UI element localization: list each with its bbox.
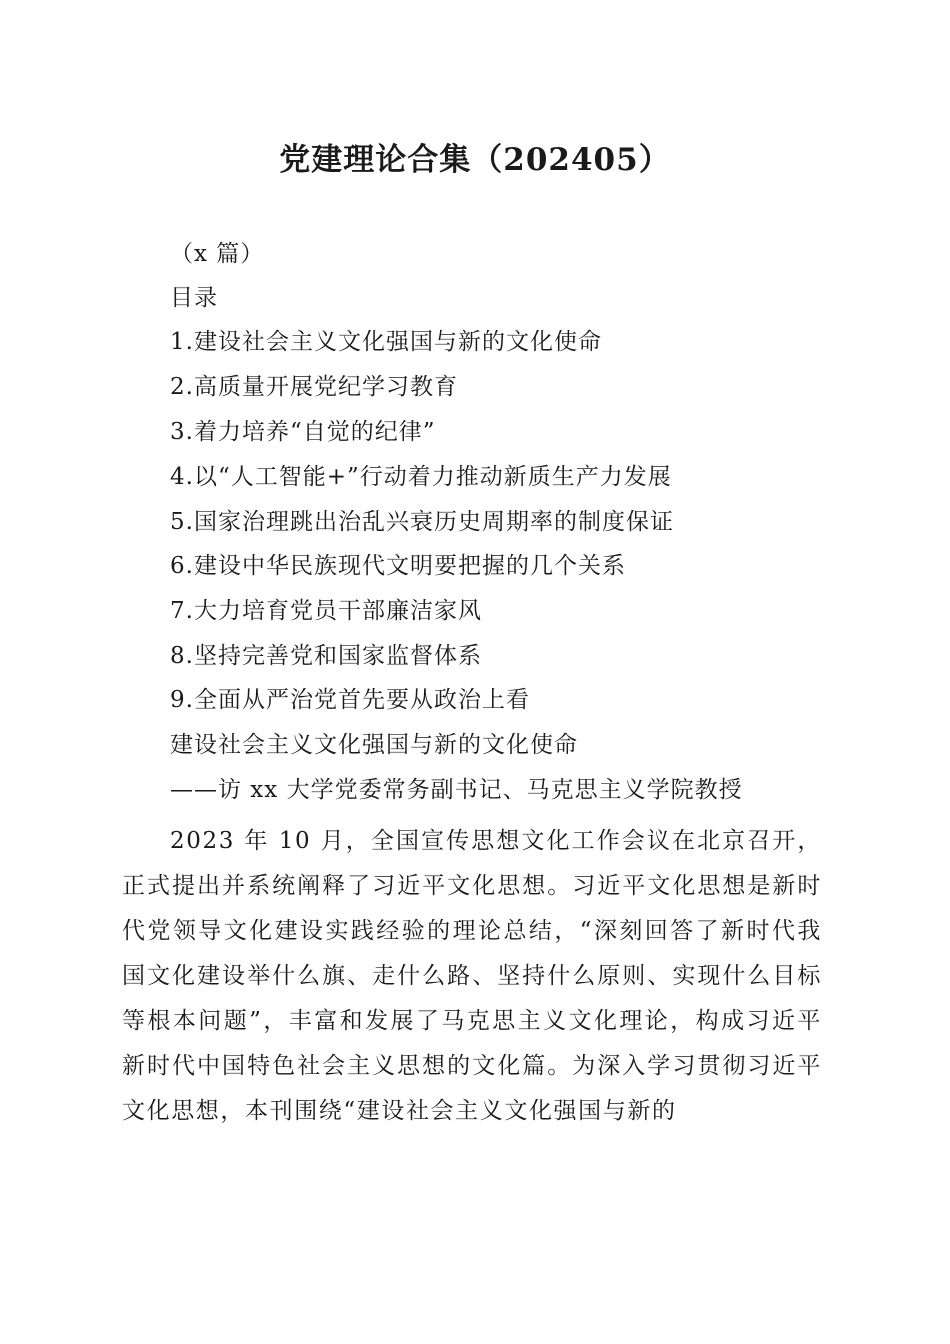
toc-item: 7.大力培育党员干部廉洁家风 [170,598,482,624]
article-subtitle: ——访 xx 大学党委常务副书记、马克思主义学院教授 [170,777,743,803]
toc-item: 8.坚持完善党和国家监督体系 [170,643,482,669]
article-paragraph: 2023 年 10 月，全国宣传思想文化工作会议在北京召开，正式提出并系统阐释了习近平文化思想。习近平文化思想是新时代党领导文化建设实践经验的理论总结，“深刻回答了新时代我国文化建设举什么旗、走什么路、坚持什么原则、实现什么目标等根本问题”，丰富和发展了马克思主义文化理论，构成习近平新时代中国特色社会主义思想的文化篇。为深入学习贯彻习近平文化思想，本刊围绕“建设社会主义文化强国与新的 [122,828,822,1124]
toc-item: 1.建设社会主义文化强国与新的文化使命 [170,329,602,355]
toc-heading: 目录 [170,285,218,311]
toc-item: 4.以“人工智能+”行动着力推动新质生产力发展 [170,464,672,490]
toc-item: 6.建设中华民族现代文明要把握的几个关系 [170,553,626,579]
toc-item: 9.全面从严治党首先要从政治上看 [170,687,530,713]
toc-item: 5.国家治理跳出治乱兴衰历史周期率的制度保证 [170,509,674,535]
article-title: 建设社会主义文化强国与新的文化使命 [170,732,578,758]
article-count-note: （x 篇） [170,241,265,267]
toc-item: 3.着力培养“自觉的纪律” [170,419,436,445]
document-title: 党建理论合集（202405） [279,142,671,178]
toc-item: 2.高质量开展党纪学习教育 [170,374,458,400]
